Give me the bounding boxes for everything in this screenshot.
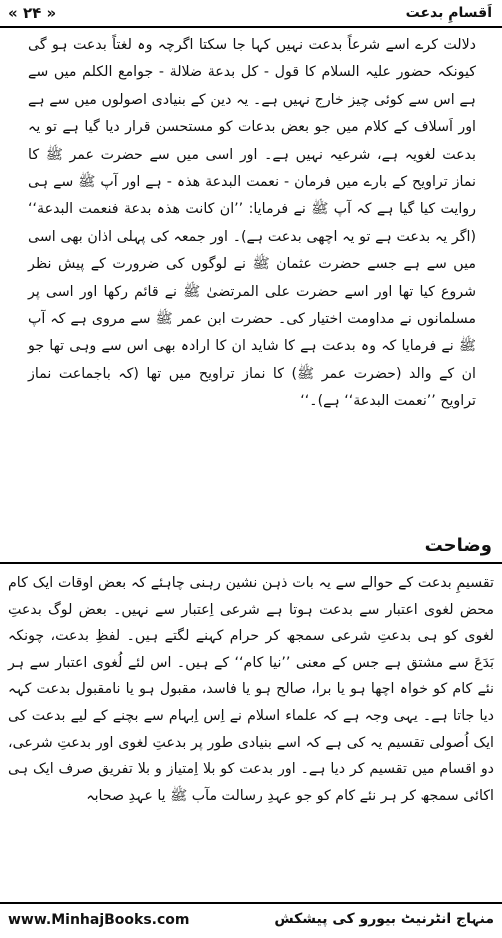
- page-footer: [0, 906, 502, 938]
- quoted-passage-text: دلالت کرے اسے شرعاً بدعت نہیں کہا جا سکتا اگرچہ وہ لغتاً بدعت ہو گی کیونکہ حضور علیہ السلام کا قول - کل بدعة ضلالة - جوامع الکلم میں سے ہے اس سے کوئی چیز خارج نہیں ہے۔ یہ دین کے بنیادی اصولوں میں سے ہے اور اَسلاف کے کلام میں جو بعض بدعات کو مستحسن قرار دیا گیا ہے تو یہ بدعت لغویہ ہے، شرعیہ نہیں ہے۔ اور اسی میں سے حضرت عمر ﷺ کا نماز تراویح کے بارے میں فرمان - نعمت البدعة ھذہ - ہے اور آپ ﷺ سے ہی روایت کیا گیا ہے کہ آپ ﷺ نے فرمایا: ’’ان کانت ھذہ بدعة فنعمت البدعة‘‘ (اگر یہ بدعت ہے تو یہ اچھی بدعت ہے)۔ اور جمعہ کی پہلی اذان بھی اسی میں سے ہے جسے حضرت عثمان ﷺ نے لوگوں کی ضرورت کے پیش نظر شروع کیا تھا اور اسے حضرت علی المرتضیٰ ﷺ نے قائم رکھا اور اسی پر مسلمانوں نے مداومت اختیار کی۔ حضرت ابن عمر ﷺ سے مروی ہے کہ آپ ﷺ نے فرمایا کہ وہ بدعت ہے کا شاید ان کا ارادہ بھی اس سے وہی تھا جو ان کے والد (حضرت عمر ﷺ) کا نماز تراویح میں تھا (کہ باجماعت نماز تراویح ’’نعمت البدعة‘‘ ہے)۔‘‘: [28, 37, 476, 410]
- section-body-text: تقسیمِ بدعت کے حوالے سے یہ بات ذہن نشین رہنی چاہئے کہ بعض اوقات ایک کام محض لغوی اعتبار سے بدعت ہوتا ہے شرعی اِعتبار سے نہیں۔ بعض لوگ بدعتِ لغوی کو ہی بدعتِ شرعی سمجھ کر حرام کہنے لگتے ہیں۔ لفظِ بدعت، چونکہ بَدَعَ سے مشتق ہے جس کے معنی ’’نیا کام‘‘ کے ہیں۔ اس لئے لُغوی اعتبار سے ہر نئے کام کو خواہ اچھا ہو یا برا، صالح ہو یا فاسد، مقبول ہو یا نامقبول بدعت کہہ دیا جاتا ہے۔ یہی وجہ ہے کہ علماء اسلام نے اِس اِبہام سے بچنے کے لیے بدعت کی ایک اُصولی تقسیم یہ کی ہے کہ اسے بنیادی طور پر بدعتِ لغوی اور بدعتِ شرعی، دو اقسام میں تقسیم کر دیا ہے۔ اور بدعت کو بلا اِمتیاز و بلا تفریق صرف ایک ہی اکائی سمجھ کر ہر نئے کام کو جو عہدِ رسالت مآب ﷺ یا عہدِ صحابہ: [8, 575, 494, 804]
- section-body: [8, 570, 494, 809]
- footer-publisher: منہاج انٹرنیٹ بیورو کی پیشکش: [274, 911, 494, 927]
- page-number: [8, 4, 56, 22]
- footer-rule: [0, 902, 502, 904]
- running-head: اَقسامِ بدعت: [405, 5, 492, 21]
- page-number-text: ۲۴: [22, 4, 42, 22]
- section-heading-rule: [0, 562, 502, 564]
- right-bracket-ornament: »: [46, 4, 57, 22]
- footer-url-link[interactable]: www.MinhajBooks.com: [8, 912, 190, 928]
- quoted-passage: [28, 32, 476, 416]
- left-bracket-ornament: «: [8, 4, 18, 22]
- section-heading: وضاحت: [424, 535, 492, 556]
- header-rule: [0, 26, 502, 28]
